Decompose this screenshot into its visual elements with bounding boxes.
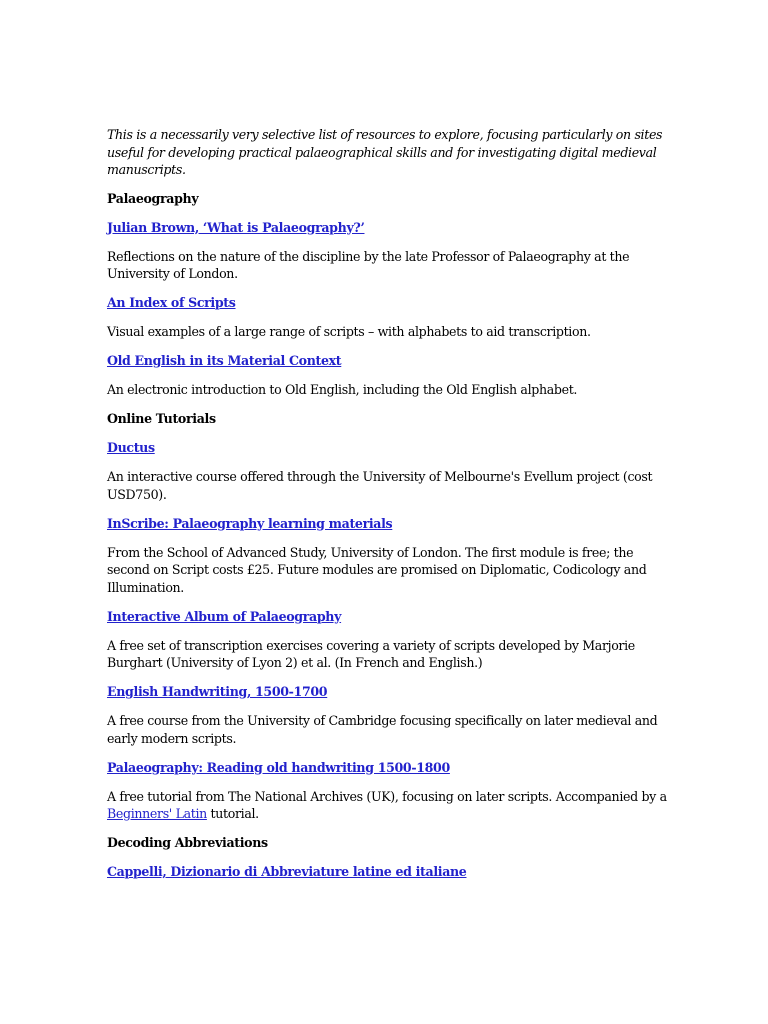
resource-link-cappelli[interactable]: Cappelli, Dizionario di Abbreviature latine ed italiane (107, 864, 467, 879)
resource-title (107, 608, 668, 626)
resource-description: Visual examples of a large range of scripts – with alphabets to aid transcription. (107, 324, 591, 339)
description-text: A free tutorial from The National Archives (UK), focusing on later scripts. Accompanied by a (107, 788, 667, 804)
description-text: tutorial. (206, 806, 259, 821)
resource-link-index-of-scripts[interactable]: An Index of Scripts (107, 295, 236, 310)
resource-link-inscribe[interactable]: InScribe: Palaeography learning materials (107, 515, 393, 531)
resource-link-reading-old-handwriting[interactable]: Palaeography: Reading old handwriting 1500-1800 (107, 759, 450, 775)
resource-title (107, 294, 668, 312)
intro-paragraph: This is a necessarily very selective list of resources to explore, focusing particularly on sites useful for developing practical palaeographical skills and for investigating digital medieval manuscripts. (107, 127, 663, 177)
resource-title (107, 683, 668, 701)
resource-title (107, 759, 668, 777)
section-heading-palaeography: Palaeography (107, 190, 199, 206)
resource-description: A free set of transcription exercises covering a variety of scripts developed by Marjorie Burghart (University of Lyon 2) et al. (In French and English.) (107, 637, 635, 670)
beginners-latin-link[interactable]: Beginners' Latin (107, 806, 207, 821)
resource-description: From the School of Advanced Study, University of London. The first module is free; the second on Script costs £25. Future modules are promised on Diplomatic, Codicology and Illumination. (107, 544, 647, 595)
resource-link-ductus[interactable]: Ductus (107, 440, 155, 455)
section-heading-online-tutorials: Online Tutorials (107, 411, 216, 426)
resource-link-julian-brown[interactable]: Julian Brown, ‘What is Palaeography?’ (107, 219, 365, 235)
resource-link-english-handwriting[interactable]: English Handwriting, 1500-1700 (107, 684, 328, 699)
resource-description: An electronic introduction to Old English, including the Old English alphabet. (107, 382, 578, 397)
resource-title (107, 439, 668, 457)
resource-link-old-english[interactable]: Old English in its Material Context (107, 353, 342, 368)
resource-description (107, 788, 668, 823)
resource-description: A free course from the University of Cambridge focusing specifically on later medieval and early modern scripts. (107, 713, 658, 746)
resource-description: An interactive course offered through the University of Melbourne's Evellum project (cost USD750). (107, 469, 653, 502)
resource-title (107, 515, 668, 533)
section-heading-decoding-abbreviations: Decoding Abbreviations (107, 835, 268, 850)
resource-link-interactive-album[interactable]: Interactive Album of Palaeography (107, 608, 342, 624)
resource-title (107, 352, 668, 370)
resource-description: Reflections on the nature of the discipline by the late Professor of Palaeography at the University of London. (107, 248, 630, 281)
resource-title (107, 219, 668, 237)
resource-title (107, 863, 668, 881)
